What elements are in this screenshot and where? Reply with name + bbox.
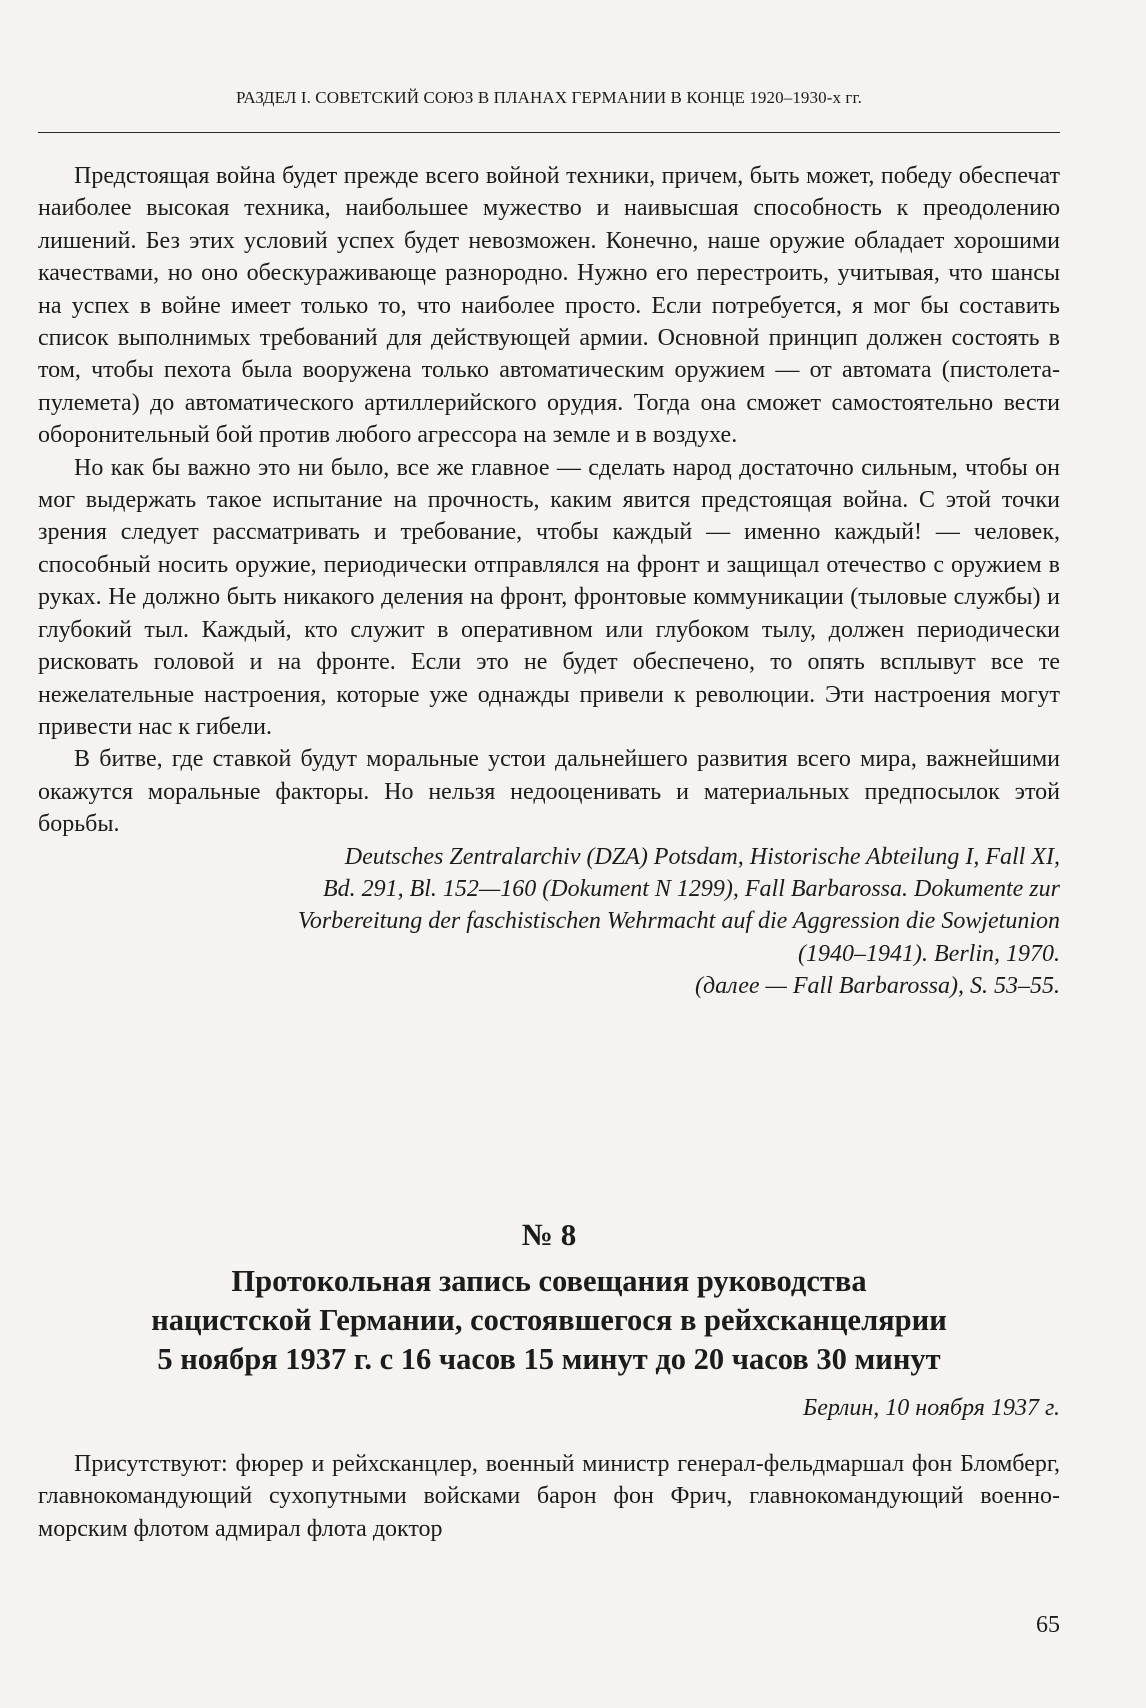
source-line: (далее — Fall Barbarossa), S. 53–55.: [695, 973, 1060, 1000]
paragraph: Предстоящая война будет прежде всего войной техники, причем, быть может, победу обеспечат наиболее высокая техника, наибольшее мужество и наивысшая способность к преодолению лишений. Без этих условий успех будет невозможен. Конечно, наше оружие обладает хорошими качествами, но оно обескураживающе разнородно. Нужно его перестроить, учитывая, что шансы на успех в войне имеет только то, что наиболее просто. Если потребуется, я мог бы составить список выполнимых требований для действующей армии. Основной принцип должен состоять в том, чтобы пехота была вооружена только автоматическим оружием — от автомата (пистолета-пулемета) до автоматического артиллерийского орудия. Тогда она сможет самостоятельно вести оборонительный бой против любого агрессора на земле и в воздухе.: [38, 163, 1060, 449]
previous-document-text: [38, 160, 1060, 1003]
paragraph: Но как бы важно это ни было, все же главное — сделать народ достаточно сильным, чтобы он мог выдержать такое испытание на прочность, каким явится предстоящая война. С этой точки зрения следует рассматривать и требование, чтобы каждый — именно каждый! — человек, способный носить оружие, периодически отправлялся на фронт и защищал отечество с оружием в руках. Не должно быть никакого деления на фронт, фронтовые коммуникации (тыловые службы) и глубокий тыл. Каждый, кто служит в оперативном или глубоком тылу, должен периодически рисковать головой и на фронте. Если это не будет обеспечено, то опять всплывут все те нежелательные настроения, которые уже однажды привели к революции. Эти настроения могут привести нас к гибели.: [38, 454, 1060, 740]
source-line: Vorbereitung der faschistischen Wehrmacht auf die Aggression die Sowjetunion: [297, 908, 1060, 935]
document-number: № 8: [521, 1217, 577, 1252]
paragraph: В битве, где ставкой будут моральные устои дальнейшего развития всего мира, важнейшими окажутся моральные факторы. Но нельзя недооценивать и материальных предпосылок этой борьбы.: [38, 746, 1060, 838]
source-line: Bd. 291, Bl. 152—160 (Dokument N 1299), Fall Barbarossa. Dokumente zur: [322, 875, 1060, 902]
title-line: Протокольная запись совещания руководства: [231, 1264, 867, 1298]
source-line: (1940–1941). Berlin, 1970.: [798, 940, 1060, 967]
page-number: 65: [1036, 1612, 1060, 1638]
place-date: Берлин, 10 ноября 1937 г.: [803, 1395, 1060, 1421]
header-rule: [38, 132, 1060, 133]
document-text: [38, 1448, 1060, 1545]
running-head: РАЗДЕЛ I. СОВЕТСКИЙ СОЮЗ В ПЛАНАХ ГЕРМАНИИ В КОНЦЕ 1920–1930-х гг.: [235, 88, 863, 107]
document-title: [38, 1262, 1060, 1379]
paragraph: Присутствуют: фюрер и рейхсканцлер, военный министр генерал-фельдмаршал фон Бломберг, главнокомандующий сухопутными войсками барон фон Фрич, главнокомандующий военно-морским флотом адмирал флота доктор: [38, 1451, 1060, 1542]
book-page: [38, 0, 1060, 1708]
title-line: 5 ноября 1937 г. с 16 часов 15 минут до 20 часов 30 минут: [157, 1342, 941, 1376]
archival-source: [38, 841, 1060, 1003]
source-line: Deutsches Zentralarchiv (DZA) Potsdam, Historische Abteilung I, Fall XI,: [344, 843, 1060, 870]
title-line: нацистской Германии, состоявшегося в рейхсканцелярии: [151, 1303, 947, 1337]
